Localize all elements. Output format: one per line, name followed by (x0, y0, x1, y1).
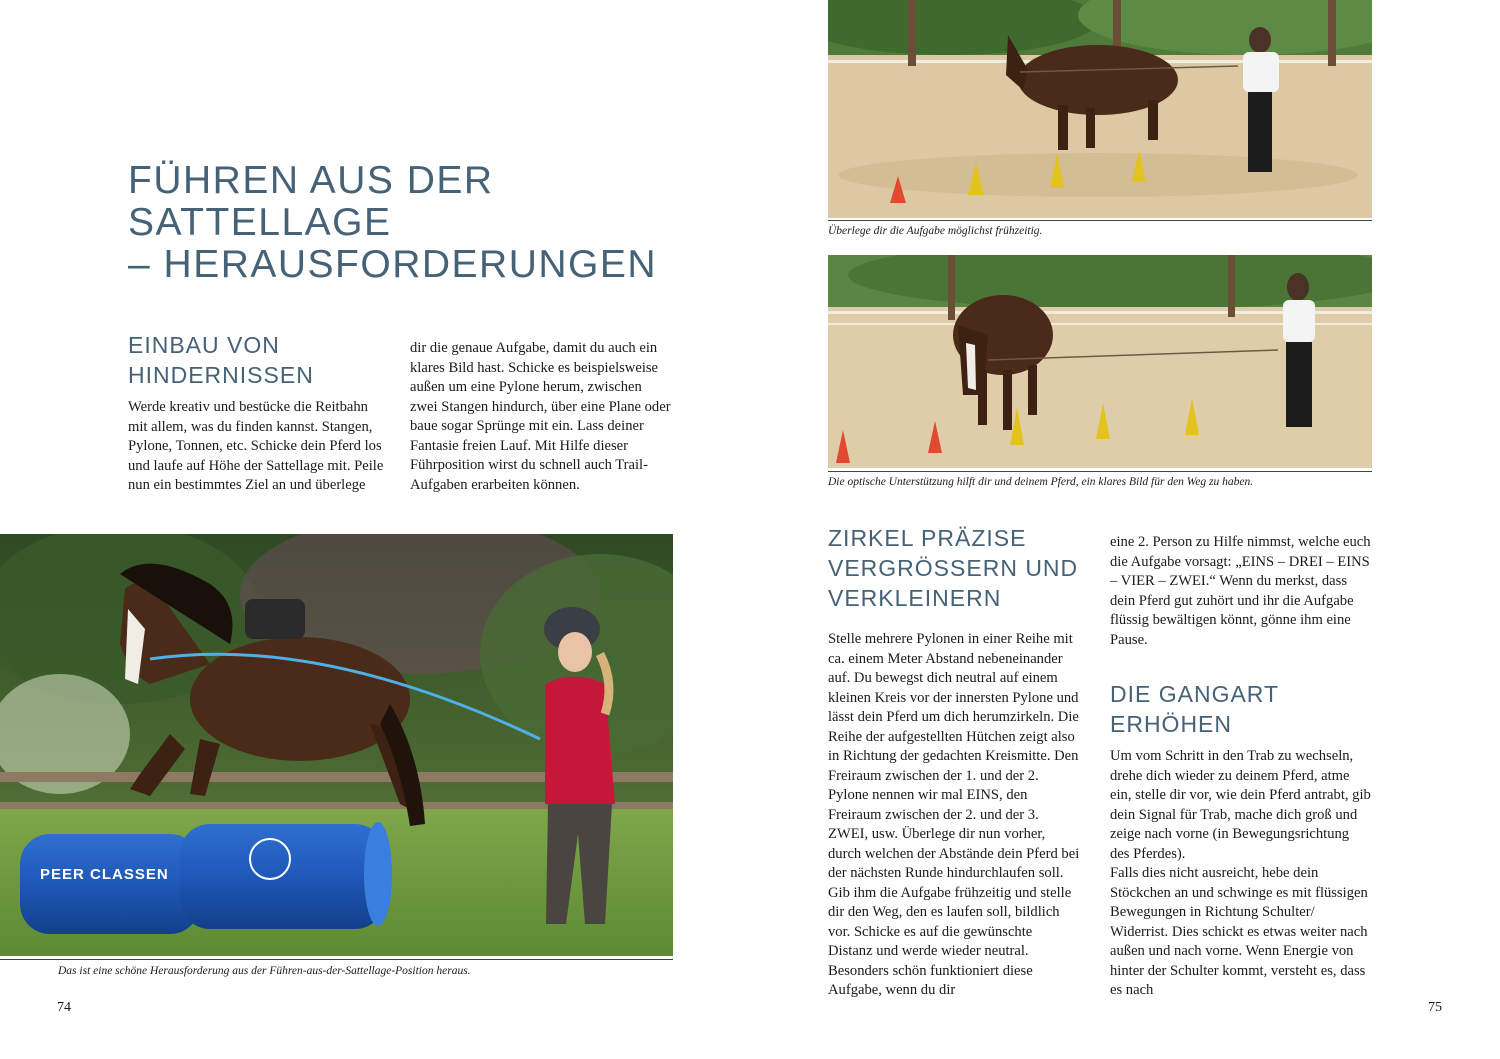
section-heading-circle (828, 523, 1090, 613)
obstacles-paragraph-col2: dir die genaue Aufgabe, damit du auch ein klares Bild hast. Schicke es beispielsweise außen um eine Pylone herum, zwischen zwei Stangen hindurch, über eine Plane oder baue sogar Sprünge mit ein. Lass deiner Fantasie freien Lauf. Mit Hilfe dieser Führposition wirst du schnell auch Trail-Aufgaben erarbeiten können. (410, 340, 671, 493)
section-heading-obstacles-line2: HINDERNISSEN (128, 362, 314, 388)
section-heading-gait-line2: ERHÖHEN (1110, 711, 1233, 737)
barrels-shape (20, 822, 392, 934)
section-heading-gait (1110, 679, 1372, 739)
page-number-right: 75 (1428, 1000, 1442, 1015)
gait-paragraph-1: Um vom Schritt in den Trab zu wechseln, drehe dich wieder zu deinem Pferd, atme ein, stelle dir vor, wie dein Pferd antrabt, gib dein Signal für Trab, mache dich groß und zeige nach vorne (in Bewegungsrichtung des Pferdes). (1110, 748, 1371, 862)
section-heading-gait-line1: DIE GANGART (1110, 681, 1280, 707)
gait-paragraph-2: Falls dies nicht ausreicht, hebe dein Stöckchen an und schwinge es mit flüssigen Bewegungen in Richtung Schulter/ Widerrist. Dies schickt es etwas weiter nach außen und nach vorne. Wenn Energie von hinter der Schulter kommt, versteht es, dass es nach (1110, 865, 1368, 998)
chapter-title-line2: – HERAUSFORDERUNGEN (128, 243, 658, 286)
caption-rule-photo1 (828, 220, 1372, 221)
section-heading-obstacles-line1: EINBAU VON (128, 332, 280, 358)
section-heading-obstacles (128, 330, 388, 390)
obstacles-paragraph-col1: Werde kreativ und bestücke die Reitbahn mit allem, was du finden kannst. Stangen, Pylone, Tonnen, etc. Schicke dein Pferd los und laufe auf Höhe der Sattellage mit. Peile nun ein bestimmtes Ziel an und überlege (128, 399, 384, 493)
photo-caption-1: Überlege dir die Aufgabe möglichst frühzeitig. (828, 225, 1043, 237)
photo-arena-cones-1 (828, 0, 1372, 218)
photo-horse-jumping-barrels (0, 534, 673, 956)
barrel-label-text: PEER CLASSEN (40, 866, 169, 883)
chapter-title (128, 160, 728, 286)
section-heading-circle-line1: ZIRKEL PRÄZISE (828, 525, 1027, 551)
photo-caption-2: Die optische Unterstützung hilft dir und deinem Pferd, ein klares Bild für den Weg zu haben. (828, 476, 1254, 488)
chapter-title-line1: FÜHREN AUS DER SATTELLAGE (128, 159, 494, 244)
section-heading-circle-line3: VERKLEINERN (828, 585, 1002, 611)
caption-rule-photo2 (828, 471, 1372, 472)
caption-rule-left (0, 959, 673, 960)
photo-arena-cones-2 (828, 255, 1372, 468)
section-heading-circle-line2: VERGRÖSSERN UND (828, 555, 1079, 581)
circle-paragraph-col2: eine 2. Person zu Hilfe nimmst, welche euch die Aufgabe vorsagt: „EINS – DREI – EINS – VIER – ZWEI.“ Wenn du merkst, dass dein Pferd gut zuhört und ihr die Aufgabe flüssig bewältigen könnt, gönne ihm eine Pause. (1110, 534, 1371, 648)
page-number-left: 74 (57, 1000, 71, 1015)
circle-paragraph-col1: Stelle mehrere Pylonen in einer Reihe mit ca. einem Meter Abstand nebeneinander auf. Du bewegst dich neutral auf einem kleinen Kreis vor der innersten Pylone und lässt dein Pferd um dich herumzirkeln. Die Reihe der aufgestellten Hütchen zeigt also in Richtung der gedachten Kreismitte. Den Freiraum zwischen der 1. und der 2. Pylone nennen wir mal EINS, den Freiraum zwischen der 2. und der 3. ZWEI, usw. Überlege dir nun vorher, durch welchen der Abstände dein Pferd bei der nächsten Runde hindurchlaufen soll. Gib ihm die Aufgabe frühzeitig und stelle dir den Weg, den es laufen soll, bildlich vor. Schicke es auf die gewünschte Distanz und werde wieder neutral. Besonders schön funktioniert diese Aufgabe, wenn du dir (828, 631, 1080, 998)
photo-caption-jumping: Das ist eine schöne Herausforderung aus der Führen-aus-der-Sattellage-Position heraus. (58, 965, 471, 977)
